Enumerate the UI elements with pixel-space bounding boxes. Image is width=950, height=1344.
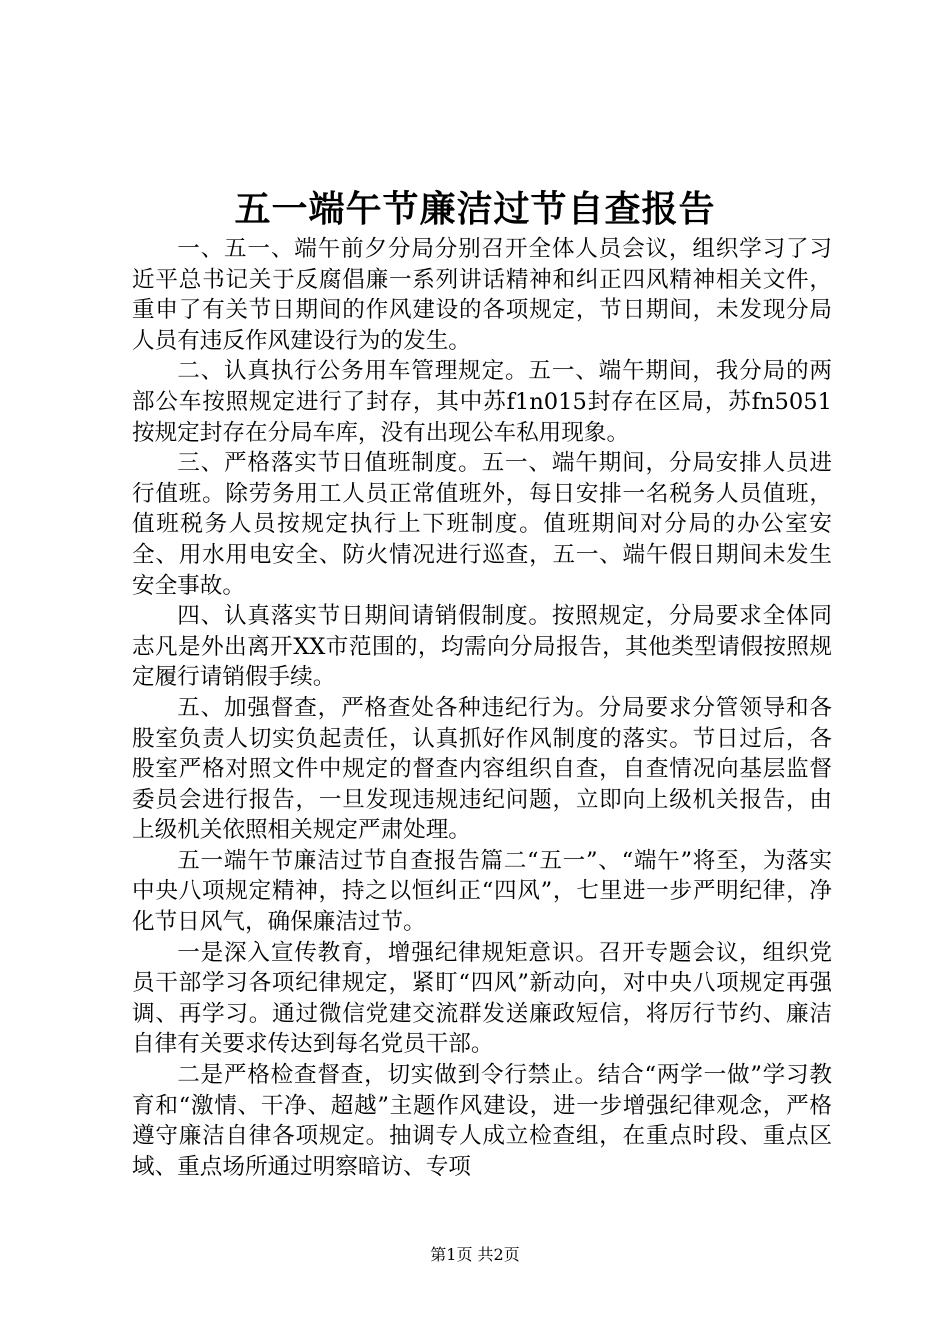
paragraph-8: 二是严格检查督查，切实做到令行禁止。结合“两学一做”学习教育和“激情、干净、超越”主题作风建设，进一步增强纪律观念，严格遵守廉洁自律各项规定。抽调专人成立检查组，在重点时段、重点区域、重点场所通过明察暗访、专项	[132, 1062, 832, 1180]
paragraph-5: 五、加强督查，严格查处各种违纪行为。分局要求分管领导和各股室负责人切实负起责任，认真抓好作风制度的落实。节日过后，各股室严格对照文件中规定的督查内容组织自查，自查情况向基层监督委员会进行报告，一旦发现违规违纪问题，立即向上级机关报告，由上级机关依照相关规定严肃处理。	[132, 694, 832, 844]
document-title: 五一端午节廉洁过节自查报告	[234, 188, 716, 230]
page-number-footer: 第1页 共2页	[430, 1245, 520, 1264]
paragraph-3: 三、严格落实节日值班制度。五一、端午期间，分局安排人员进行值班。除劳务用工人员正常值班外，每日安排一名税务人员值班，值班税务人员按规定执行上下班制度。值班期间对分局的办公室安全、用水用电安全、防火情况进行巡查，五一、端午假日期间未发生安全事故。	[132, 450, 832, 599]
paragraph-4: 四、认真落实节日期间请销假制度。按照规定，分局要求全体同志凡是外出离开XX市范围的，均需向分局报告，其他类型请假按照规定履行请销假手续。	[132, 603, 832, 691]
paragraph-2: 二、认真执行公务用车管理规定。五一、端午期间，我分局的两部公车按照规定进行了封存，其中苏f1n015封存在区局，苏fn5051按规定封存在分局车库，没有出现公车私用现象。	[132, 358, 832, 446]
paragraph-7: 一是深入宣传教育，增强纪律规矩意识。召开专题会议，组织党员干部学习各项纪律规定，紧盯“四风”新动向，对中央八项规定再强调、再学习。通过微信党建交流群发送廉政短信，将厉行节约、廉洁自律有关要求传达到每名党员干部。	[132, 939, 832, 1058]
paragraph-6: 五一端午节廉洁过节自查报告篇二“五一”、“端午”将至，为落实中央八项规定精神，持之以恒纠正“四风”，七里进一步严明纪律，净化节日风气，确保廉洁过节。	[132, 847, 832, 936]
document-body	[132, 234, 832, 1182]
paragraph-1: 一、五一、端午前夕分局分别召开全体人员会议，组织学习了习近平总书记关于反腐倡廉一系列讲话精神和纠正四风精神相关文件，重申了有关节日期间的作风建设的各项规定，节日期间，未发现分局人员有违反作风建设行为的发生。	[132, 236, 832, 354]
